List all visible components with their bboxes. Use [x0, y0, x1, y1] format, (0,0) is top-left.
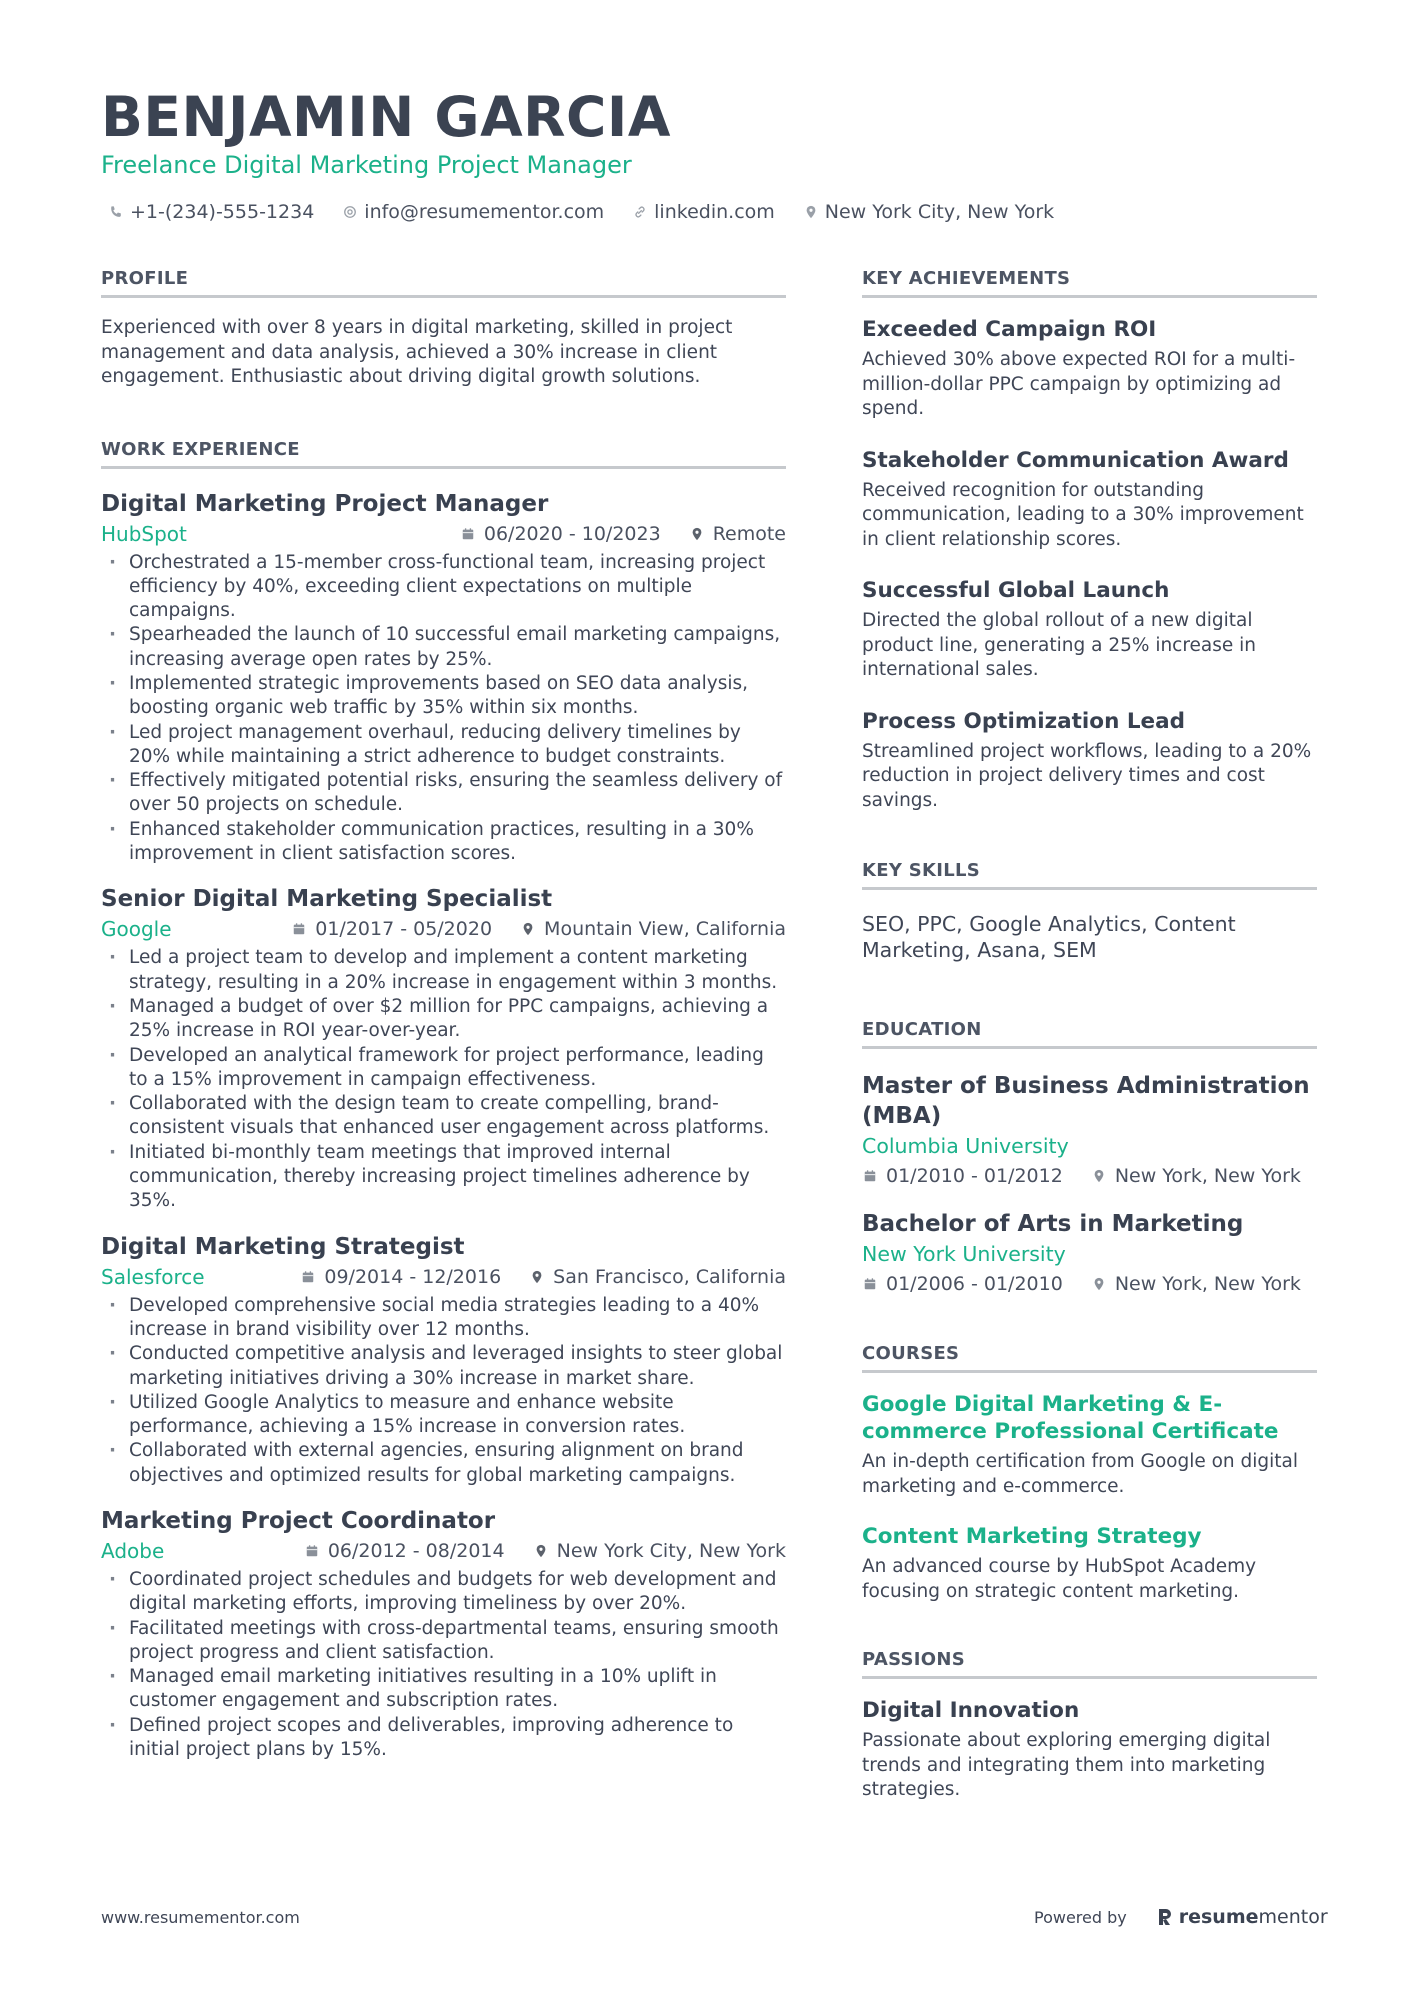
- calendar-icon: [862, 1276, 878, 1292]
- job-entry: [101, 1232, 786, 1488]
- bullet-item: · Initiated bi-monthly team meetings that improved internal communication, thereby increasing project timelines adherence by 35%.: [101, 1141, 786, 1214]
- company-name: Salesforce: [101, 1264, 205, 1289]
- key-achievements-heading: KEY ACHIEVEMENTS: [862, 268, 1317, 298]
- calendar-icon: [862, 1168, 878, 1184]
- education-meta: [862, 1269, 1317, 1299]
- key-achievements-section: [862, 268, 1317, 813]
- education-dates: 01/2010 - 01/2012: [886, 1165, 1063, 1187]
- powered-by: [1034, 1906, 1328, 1928]
- passions-heading: PASSIONS: [862, 1649, 1317, 1679]
- achievement-item: [862, 447, 1317, 553]
- location-pin-icon: [689, 526, 705, 542]
- bullet-item: · Spearheaded the launch of 10 successful email marketing campaigns, increasing average open rates by 25%.: [101, 623, 786, 672]
- link-icon: [632, 204, 648, 220]
- company-name: Google: [101, 917, 172, 942]
- achievement-title: Successful Global Launch: [862, 578, 1170, 603]
- key-skills-section: [862, 860, 1317, 963]
- bullet-item: · Orchestrated a 15-member cross-functional team, increasing project efficiency by 40%, exceeding client expectations on multiple campaigns.: [101, 551, 786, 624]
- achievement-title: Process Optimization Lead: [862, 708, 1186, 734]
- courses-section: [862, 1343, 1317, 1604]
- job-location: San Francisco, California: [553, 1265, 786, 1288]
- bullet-item: · Led a project team to develop and implement a content marketing strategy, resulting in a 20% increase in engagement within 3 months.: [101, 946, 786, 995]
- job-title: Digital Marketing Project Manager: [101, 490, 549, 517]
- candidate-name: BENJAMIN GARCIA: [101, 85, 671, 149]
- course-title: Google Digital Marketing & E-commerce Professional Certificate: [862, 1392, 1279, 1444]
- contact-linkedin[interactable]: [632, 199, 775, 225]
- bullet-item: · Implemented strategic improvements based on SEO data analysis, boosting organic web traffic by 35% within six months.: [101, 672, 786, 721]
- achievement-text: Achieved 30% above expected ROI for a multi-million-dollar PPC campaign by optimizing ad spend.: [862, 349, 1296, 419]
- bullet-item: · Coordinated project schedules and budgets for web development and digital marketing efforts, improving timeliness by over 20%.: [101, 1568, 786, 1617]
- location-pin-icon: [803, 204, 819, 220]
- job-location: Remote: [712, 522, 786, 545]
- location-pin-icon: [529, 1269, 545, 1285]
- footer-url[interactable]: www.resumementor.com: [101, 1908, 300, 1927]
- job-title: Marketing Project Coordinator: [101, 1508, 496, 1534]
- email-text: info@resumementor.com: [364, 201, 605, 223]
- left-column: [101, 268, 786, 1762]
- achievement-item: [862, 577, 1317, 683]
- bullet-item: · Managed email marketing initiatives resulting in a 10% uplift in customer engagement and subscription rates.: [101, 1665, 786, 1714]
- contact-bar: [108, 199, 1054, 225]
- course-item: [862, 1523, 1317, 1604]
- achievement-title: Exceeded Campaign ROI: [862, 317, 1157, 342]
- bullet-item: · Conducted competitive analysis and leveraged insights to steer global marketing initiatives driving a 30% increase in market share.: [101, 1342, 786, 1391]
- job-meta: [101, 1262, 786, 1292]
- location-pin-icon: [1091, 1276, 1107, 1292]
- profile-section: [101, 268, 786, 390]
- course-text: An advanced course by HubSpot Academy focusing on strategic content marketing.: [862, 1556, 1257, 1602]
- education-item: [862, 1071, 1317, 1191]
- job-entry: [101, 884, 786, 1213]
- profile-text: Experienced with over 8 years in digital marketing, skilled in project management and data analysis, achieved a 30% increase in client engagement. Enthusiastic about driving digital growth solutions.: [101, 317, 733, 387]
- job-entry: [101, 1506, 786, 1762]
- calendar-icon: [291, 921, 307, 937]
- passion-item: [862, 1697, 1317, 1803]
- course-title: Content Marketing Strategy: [862, 1524, 1202, 1549]
- work-experience-heading: WORK EXPERIENCE: [101, 439, 786, 469]
- courses-heading: COURSES: [862, 1343, 1317, 1373]
- job-location: New York City, New York: [556, 1540, 786, 1562]
- profile-heading: PROFILE: [101, 268, 786, 298]
- job-title: Digital Marketing Strategist: [101, 1233, 465, 1260]
- education-location: New York, New York: [1114, 1165, 1301, 1187]
- key-skills-heading: KEY SKILLS: [862, 860, 1317, 890]
- bullet-item: · Led project management overhaul, reducing delivery timelines by 20% while maintaining a strict adherence to budget constraints.: [101, 721, 786, 770]
- job-bullets: [101, 1568, 786, 1762]
- contact-phone[interactable]: [108, 199, 314, 225]
- job-location: Mountain View, California: [544, 918, 786, 941]
- resumementor-logo-icon: [1157, 1907, 1173, 1927]
- company-name: HubSpot: [101, 521, 187, 546]
- passions-section: [862, 1649, 1317, 1803]
- education-item: [862, 1209, 1317, 1299]
- passion-title: Digital Innovation: [862, 1698, 1080, 1723]
- right-column: [862, 268, 1317, 1803]
- job-bullets: [101, 1294, 786, 1488]
- bullet-item: · Collaborated with external agencies, ensuring alignment on brand objectives and optimized results for global marketing campaigns.: [101, 1439, 786, 1488]
- company-name: Adobe: [101, 1539, 165, 1563]
- bullet-item: · Effectively mitigated potential risks, ensuring the seamless delivery of over 50 projects on schedule.: [101, 769, 786, 818]
- job-dates: 01/2017 - 05/2020: [315, 918, 493, 941]
- calendar-icon: [304, 1543, 320, 1559]
- linkedin-text: linkedin.com: [654, 201, 775, 223]
- school-name: Columbia University: [862, 1134, 1069, 1158]
- resumementor-logo[interactable]: [1157, 1906, 1328, 1928]
- achievement-text: Received recognition for outstanding communication, leading to a 30% improvement in client relationship scores.: [862, 479, 1304, 550]
- brand-main: resume: [1178, 1906, 1259, 1928]
- job-bullets: [101, 551, 786, 867]
- achievement-text: Directed the global rollout of a new digital product line, generating a 25% increase in international sales.: [862, 610, 1257, 680]
- job-dates: 06/2020 - 10/2023: [483, 522, 661, 545]
- candidate-title: Freelance Digital Marketing Project Manager: [101, 151, 632, 179]
- location-pin-icon: [1091, 1168, 1107, 1184]
- bullet-item: · Collaborated with the design team to create compelling, brand-consistent visuals that enhanced user engagement across platforms.: [101, 1092, 786, 1141]
- achievement-item: [862, 316, 1317, 422]
- education-meta: [862, 1161, 1317, 1191]
- achievement-text: Streamlined project workflows, leading to a 20% reduction in project delivery times and cost savings.: [862, 740, 1312, 811]
- bullet-item: · Utilized Google Analytics to measure and enhance website performance, achieving a 15% increase in conversion rates.: [101, 1391, 786, 1440]
- job-title: Senior Digital Marketing Specialist: [101, 886, 553, 913]
- job-dates: 09/2014 - 12/2016: [324, 1265, 502, 1288]
- achievement-item: [862, 708, 1317, 814]
- education-dates: 01/2006 - 01/2010: [886, 1273, 1063, 1295]
- location-pin-icon: [533, 1543, 549, 1559]
- job-entry: [101, 489, 786, 867]
- job-bullets: [101, 946, 786, 1213]
- bullet-item: · Developed comprehensive social media strategies leading to a 40% increase in brand visibility over 12 months.: [101, 1294, 786, 1343]
- skills-text: SEO, PPC, Google Analytics, Content Marketing, Asana, SEM: [862, 912, 1236, 962]
- job-meta: [101, 519, 786, 549]
- passion-text: Passionate about exploring emerging digital trends and integrating them into marketing strategies.: [862, 1730, 1271, 1800]
- bullet-item: · Enhanced stakeholder communication practices, resulting in a 30% improvement in client satisfaction scores.: [101, 818, 786, 867]
- achievement-title: Stakeholder Communication Award: [862, 447, 1289, 473]
- course-text: An in-depth certification from Google on digital marketing and e-commerce.: [862, 1451, 1299, 1497]
- contact-location: [803, 199, 1054, 225]
- degree-title: Master of Business Administration (MBA): [862, 1073, 1310, 1129]
- calendar-icon: [300, 1269, 316, 1285]
- job-dates: 06/2012 - 08/2014: [327, 1540, 505, 1562]
- contact-email[interactable]: [342, 199, 604, 225]
- location-text: New York City, New York: [824, 201, 1055, 223]
- bullet-item: · Defined project scopes and deliverables, improving adherence to initial project plans by 15%.: [101, 1714, 786, 1763]
- job-meta: [101, 914, 786, 944]
- work-experience-section: [101, 439, 786, 1763]
- course-item: [862, 1391, 1317, 1499]
- education-location: New York, New York: [1114, 1273, 1301, 1295]
- bullet-item: · Managed a budget of over $2 million for PPC campaigns, achieving a 25% increase in ROI year-over-year.: [101, 995, 786, 1044]
- school-name: New York University: [862, 1242, 1066, 1266]
- powered-by-label: Powered by: [1034, 1907, 1127, 1927]
- brand-sub: mentor: [1258, 1906, 1328, 1928]
- location-pin-icon: [520, 921, 536, 937]
- bullet-item: · Developed an analytical framework for project performance, leading to a 15% improvement in campaign effectiveness.: [101, 1044, 786, 1093]
- degree-title: Bachelor of Arts in Marketing: [862, 1211, 1244, 1237]
- job-meta: [101, 1536, 786, 1566]
- bullet-item: · Facilitated meetings with cross-departmental teams, ensuring smooth project progress and client satisfaction.: [101, 1617, 786, 1666]
- phone-text: +1-(234)-555-1234: [130, 201, 315, 223]
- at-icon: [342, 204, 358, 220]
- education-heading: EDUCATION: [862, 1019, 1317, 1049]
- education-section: [862, 1019, 1317, 1299]
- phone-icon: [108, 204, 124, 220]
- calendar-icon: [460, 526, 476, 542]
